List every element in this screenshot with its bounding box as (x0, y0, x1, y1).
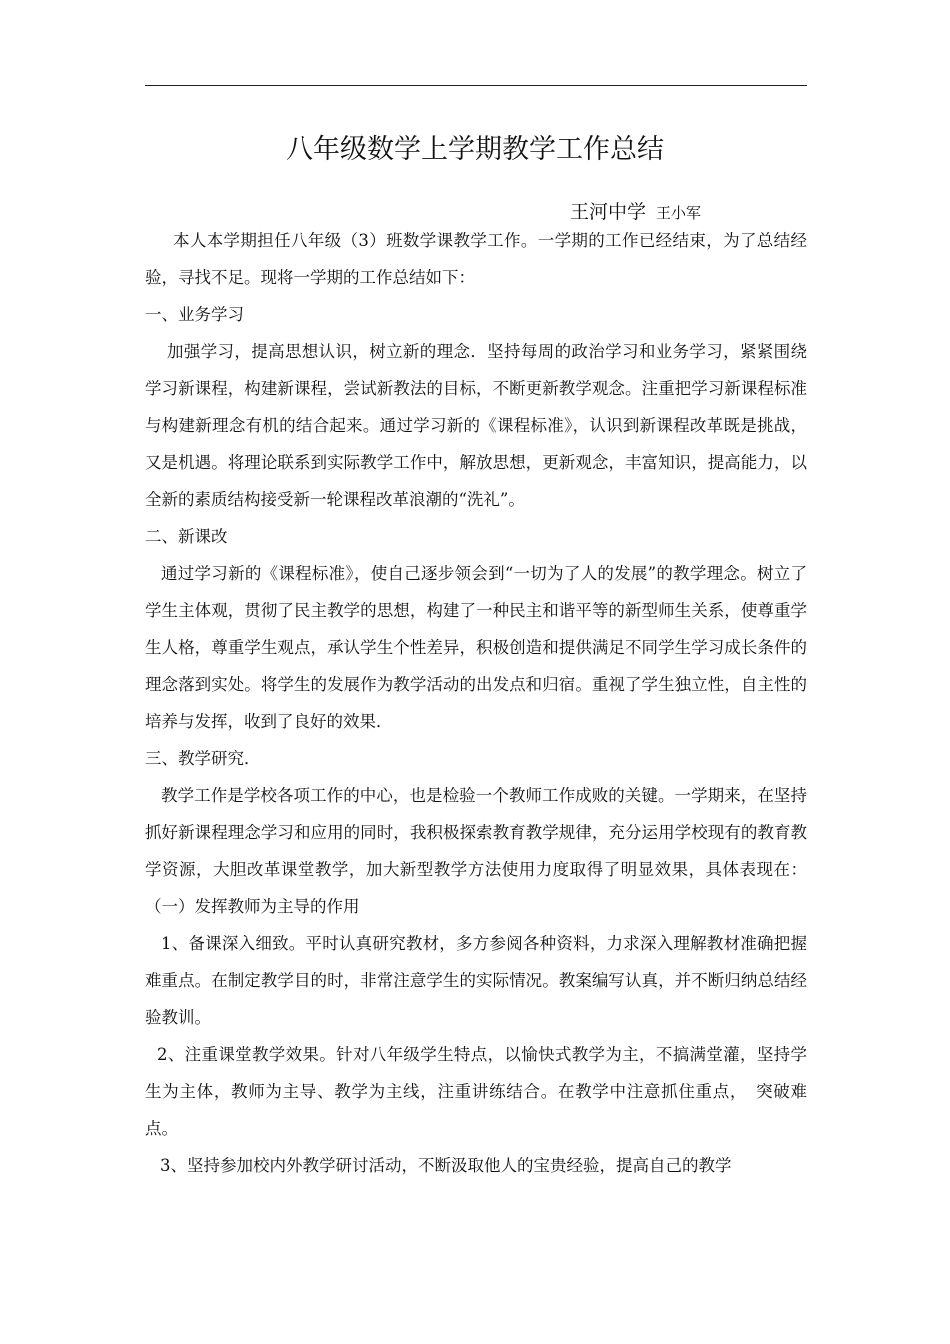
section-3-paragraph: 教学工作是学校各项工作的中心，也是检验一个教师工作成败的关键。一学期来，在坚持抓好新课程理念学习和应用的同时，我积极探索教育教学规律，充分运用学校现有的教育教学资源，大胆改革课堂教学，加大新型教学方法使用力度取得了明显效果，具体表现在：（一）发挥教师为主导的作用 (145, 786, 807, 916)
section-1-heading: 一、业务学习 (145, 305, 244, 324)
list-item-1: 1、备课深入细致。平时认真研究教材，多方参阅各种资料，力求深入理解教材准确把握难重点。在制定教学目的时，非常注意学生的实际情况。教案编写认真，并不断归纳总结经验教训。 (145, 934, 807, 1027)
section-2-paragraph: 通过学习新的《课程标准》，使自己逐步领会到“一切为了人的发展”的教学理念。树立了学生主体观，贯彻了民主教学的思想，构建了一种民主和谐平等的新型师生关系，使尊重学生人格，尊重学生观点，承认学生个性差异，积极创造和提供满足不同学生学习成长条件的理念落到实处。将学生的发展作为教学活动的出发点和归宿。重视了学生独立性，自主性的培养与发挥，收到了良好的效果． (145, 564, 807, 731)
list-item-3: 3、坚持参加校内外教学研讨活动，不断汲取他人的宝贵经验，提高自己的教学 (160, 1156, 732, 1175)
school-name: 王河中学 (570, 201, 647, 223)
section-3-heading: 三、教学研究． (145, 749, 261, 768)
intro-paragraph: 本人本学期担任八年级（3）班数学课教学工作。一学期的工作已经结束，为了总结经验，寻找不足。现将一学期的工作总结如下： (145, 231, 807, 287)
document-title: 八年级数学上学期教学工作总结 (286, 134, 664, 165)
list-item-2: 2、注重课堂教学效果。针对八年级学生特点，以愉快式教学为主，不搞满堂灌，坚持学生为主体，教师为主导、教学为主线，注重讲练结合。在教学中注意抓住重点， 突破难点。 (145, 1045, 807, 1138)
document-body (145, 222, 807, 1184)
header-rule (145, 85, 807, 86)
section-2-heading: 二、新课改 (145, 527, 228, 546)
section-1-paragraph: 加强学习，提高思想认识，树立新的理念．坚持每周的政治学习和业务学习，紧紧围绕学习新课程，构建新课程，尝试新教法的目标，不断更新教学观念。注重把学习新课程标准与构建新理念有机的结合起来。通过学习新的《课程标准》，认识到新课程改革既是挑战，又是机遇。将理论联系到实际教学工作中，解放思想，更新观念，丰富知识，提高能力，以全新的素质结构接受新一轮课程改革浪潮的“洗礼”。 (145, 342, 807, 509)
author-name: 王小军 (656, 204, 702, 222)
